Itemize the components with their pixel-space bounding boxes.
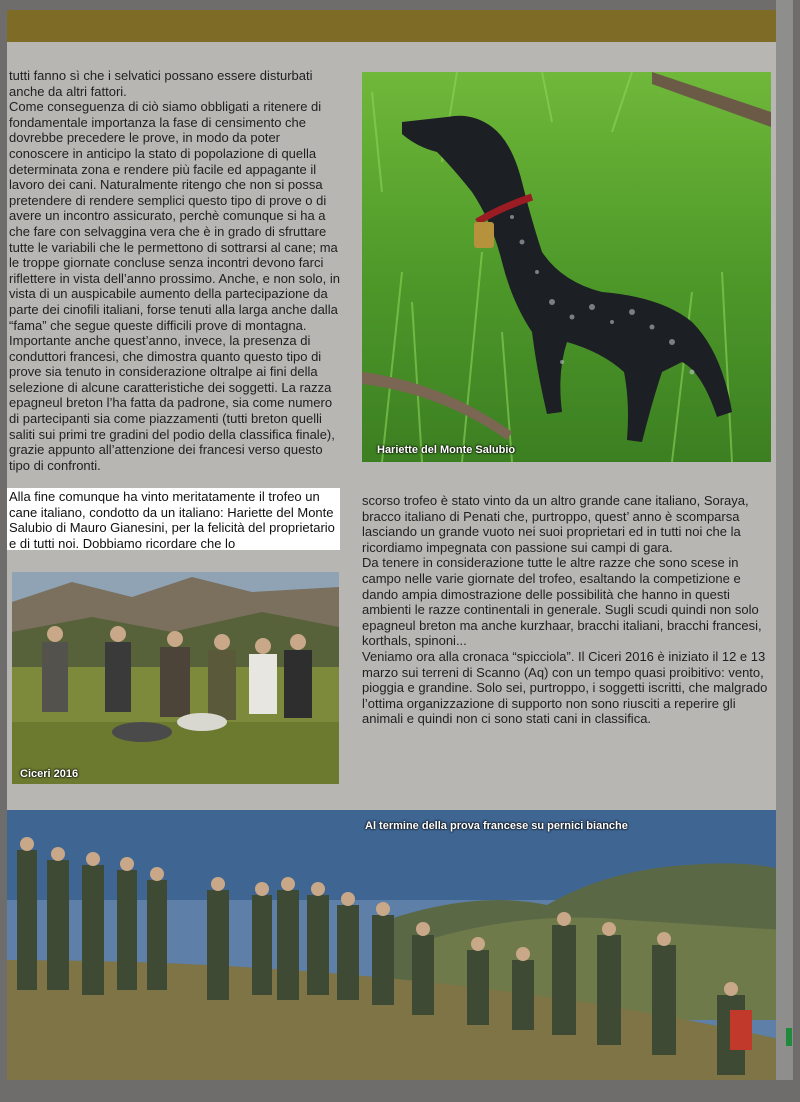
left-paragraph-1: tutti fanno sì che i selvatici possano essere disturbati anche da altri fattori. (9, 68, 313, 99)
dog-photo (362, 72, 771, 462)
group-photo-small (12, 572, 339, 784)
left-paragraph-2: Come conseguenza di ciò siamo obbligati a ritenere di fondamentale importanza la fase di censimento che dovrebbe precedere le prove, in modo da poter conoscere in anticipo la stato di popolazione di quella determinata zona e rendere più facile ed appagante il lavoro dei cani. Naturalmente ritengo che non si possa pretendere di rendere semplici questo tipo di prove o di avere un incontro assicurato, perchè comunque si ha a che fare con selvaggina vera che è in grado di sfruttare tutte le variabili che le permettono di sottrarsi al cane; ma le troppe giornate concluse senza incontri devono farci riflettere in vista dell’anno prossimo. Anche, e non solo, in vista di un auspicabile aumento della partecipazione da parte dei cinofili italiani, forse tenuti alla larga anche dalla “fama” che segue queste difficili prove di montagna. (9, 99, 340, 333)
group-photo-large-caption: Al termine della prova francese su pernici bianche (365, 820, 628, 832)
magazine-page (7, 10, 783, 1080)
right-paragraph-2: Da tenere in considerazione tutte le altre razze che sono scese in campo nelle varie giornate del trofeo, esaltando la competizione e dando ampia dimostrazione delle possibilità che hanno in questi ambienti le razze continentali in generale. Sugli scudi quindi non solo epagneul breton ma anche kurzhaar, bracchi italiani, bracchi francesi, korthals, spinoni... (362, 555, 762, 649)
right-paragraph-3: Veniamo ora alla cronaca “spicciola”. Il Ciceri 2016 è iniziato il 12 e 13 marzo sui terreni di Scanno (Aq) con un tempo quasi proibitivo: vento, pioggia e grandine. Solo sei, purtroppo, i soggetti iscritti, che malgrado l’ottima organizzazione di supporto non sono riusciti a reperire gli animali e quindi non ci sono stati cani in classifica. (362, 648, 768, 727)
highlighted-text: Alla fine comunque ha vinto meritatamente il trofeo un cane italiano, condotto da un italiano: Hariette del Monte Salubio di Mauro Gianesini, per la felicità del proprietario e di tutti noi. Dobbiamo ricordare che lo (9, 489, 335, 551)
page-marker (786, 1028, 792, 1046)
top-color-band (7, 10, 783, 42)
right-text-column (362, 493, 778, 727)
group-photo-small-caption: Ciceri 2016 (20, 768, 79, 780)
left-text-column (9, 68, 343, 473)
dog-photo-caption: Hariette del Monte Salubio (377, 444, 516, 456)
page-right-edge (776, 0, 793, 1080)
right-paragraph-1: scorso trofeo è stato vinto da un altro grande cane italiano, Soraya, bracco italiano di Penati che, purtroppo, quest’ anno è scomparsa lasciando un grande vuoto nei suoi proprietari ed in tutti noi che la ricordiamo impegnata con passione sui campi di gara. (362, 493, 749, 555)
left-paragraph-3: Importante anche quest’anno, invece, la presenza di conduttori francesi, che dimostra quanto questo tipo di prove sia tenuto in considerazione oltralpe ai fini della selezione di alcune caratteristiche dei soggetti. La razza epagneul breton l’ha fatta da padrone, sia come numero di partecipanti sia come piazzamenti (tutti breton quelli saliti sui primi tre gradini del podio della classifica finale), grazie appunto all’attenzione dei francesi verso questo tipo di confronti. (9, 333, 335, 473)
group-photo-large (7, 810, 783, 1080)
